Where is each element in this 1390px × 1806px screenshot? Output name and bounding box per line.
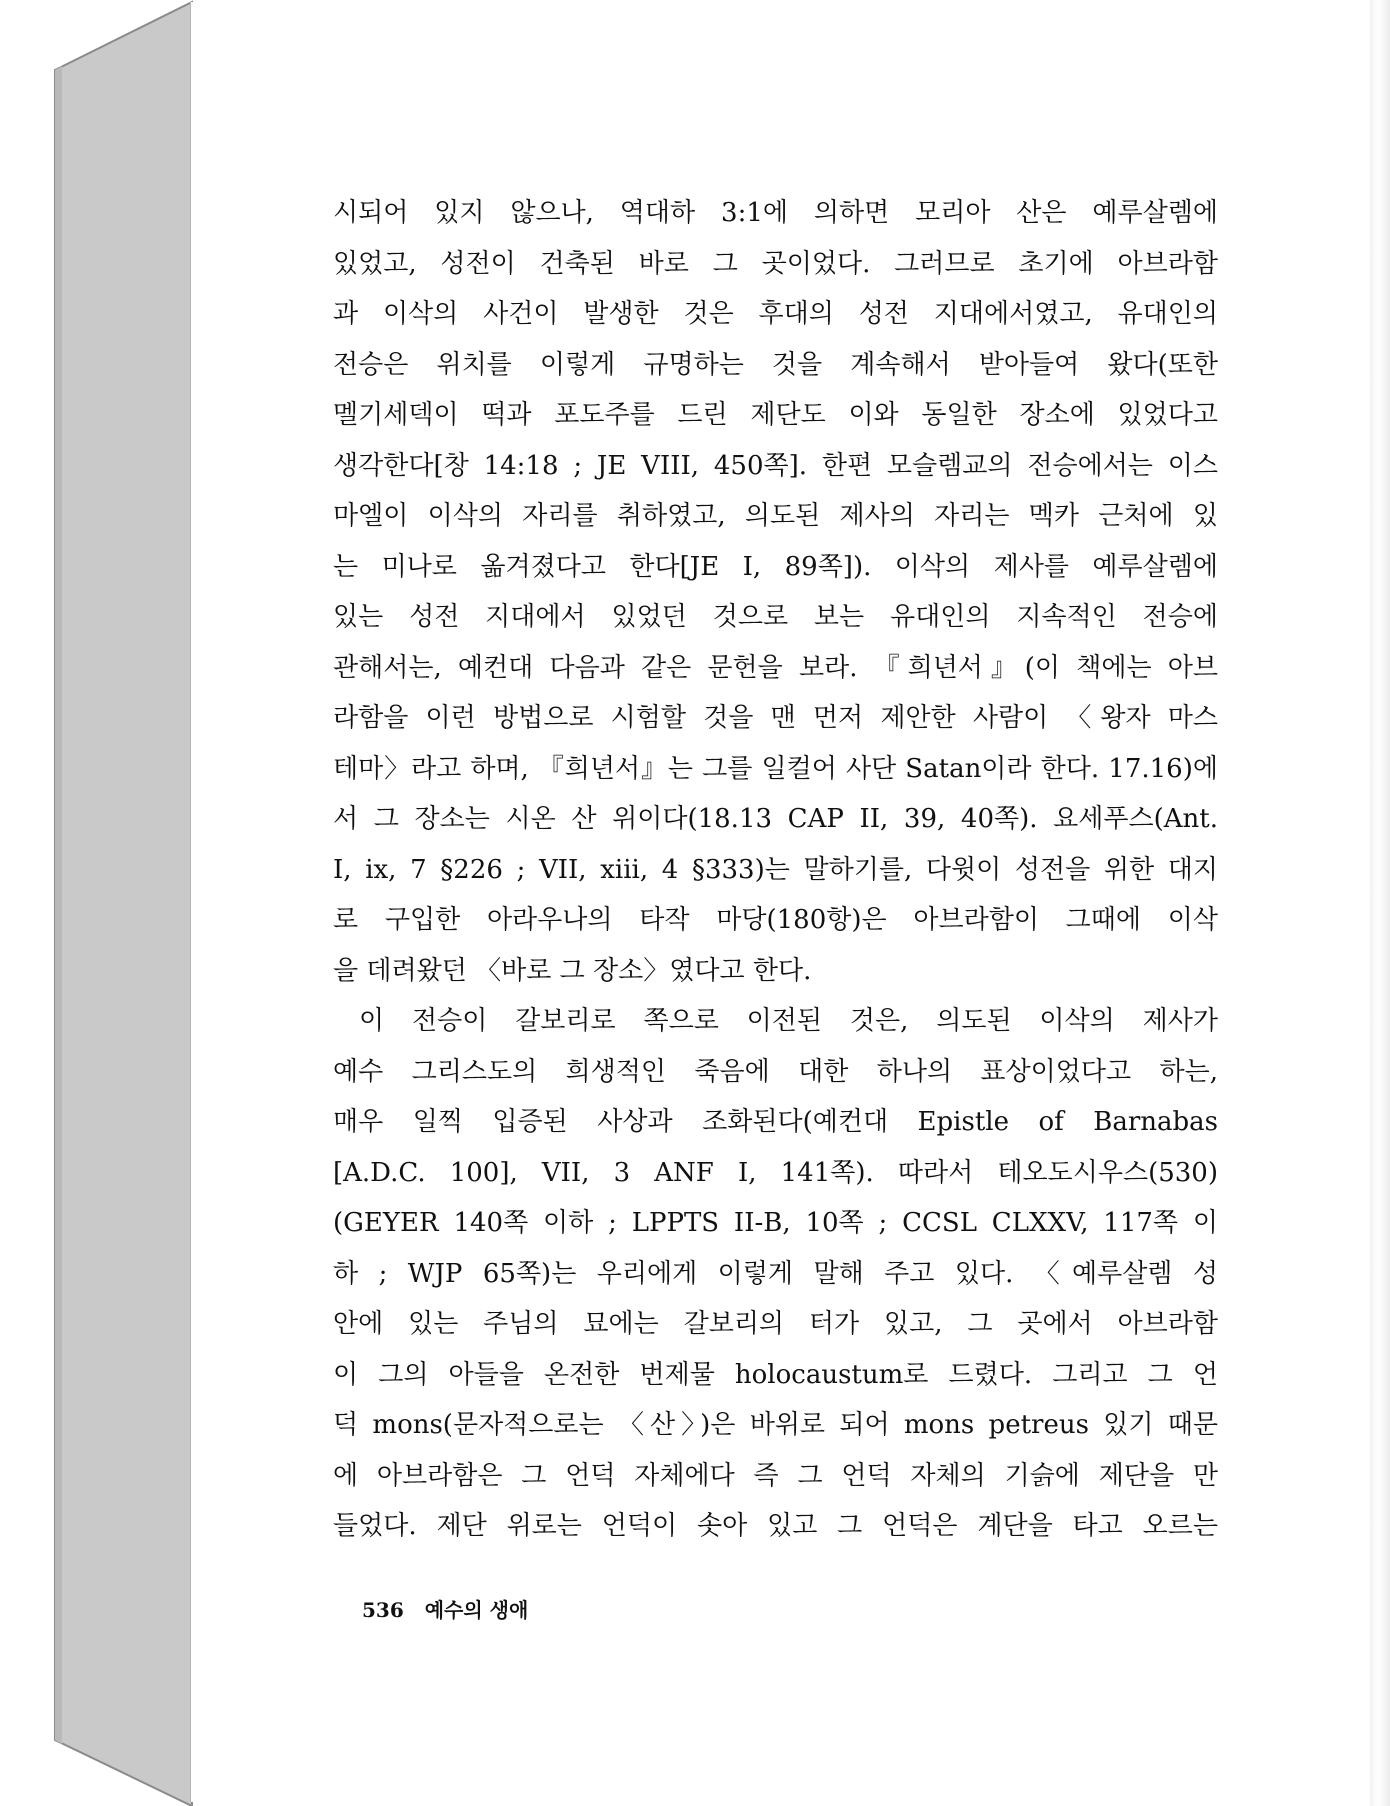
page-footer [362, 1594, 528, 1623]
book-spine-side [0, 0, 200, 1806]
running-title: 예수의 생애 [424, 1598, 529, 1622]
text-line: [A.D.C. 100], VII, 3 ANF I, 141쪽). 따라서 테오도시우스(530) [333, 1157, 1218, 1188]
text-line: 멜기세덱이 떡과 포도주를 드린 제단도 이와 동일한 장소에 있었다고 [333, 400, 1218, 430]
text-line: 마엘이 이삭의 자리를 취하였고, 의도된 제사의 자리는 멕카 근처에 있 [333, 501, 1218, 531]
text-line: 매우 일찍 입증된 사상과 조화된다(예컨대 Epistle of Barnabas [333, 1107, 1218, 1137]
text-line: 과 이삭의 사건이 발생한 것은 후대의 성전 지대에서였고, 유대인의 [333, 299, 1218, 329]
text-line: 시되어 있지 않으나, 역대하 3:1에 의하면 모리아 산은 예루살렘에 [333, 198, 1218, 228]
text-line: 덕 mons(문자적으로는 〈산〉)은 바위로 되어 mons petreus 있기 때문 [333, 1410, 1218, 1440]
text-line: 안에 있는 주님의 묘에는 갈보리의 터가 있고, 그 곳에서 아브라함 [333, 1309, 1218, 1339]
text-line: 에 아브라함은 그 언덕 자체에다 즉 그 언덕 자체의 기슭에 제단을 만 [333, 1460, 1218, 1491]
text-line: 전승은 위치를 이렇게 규명하는 것을 계속해서 받아들여 왔다(또한 [333, 349, 1218, 380]
page-body-text [333, 188, 1218, 1552]
text-line: 들었다. 제단 위로는 언덕이 솟아 있고 그 언덕은 계단을 타고 오르는 [333, 1511, 1218, 1541]
text-line: 을 데려왔던 〈바로 그 장소〉였다고 한다. [333, 955, 812, 986]
text-line: I, ix, 7 §226 ; VII, xiii, 4 §333)는 말하기를, 다윗이 성전을 위한 대지 [333, 854, 1218, 885]
text-line: 서 그 장소는 시온 산 위이다(18.13 CAP II, 39, 40쪽). 요세푸스(Ant. [333, 804, 1218, 834]
text-line: 예수 그리스도의 희생적인 죽음에 대한 하나의 표상이었다고 하는, [333, 1056, 1218, 1087]
text-line: 관해서는, 예컨대 다음과 같은 문헌을 보라. 『희년서』(이 책에는 아브 [333, 652, 1218, 683]
text-line: 로 구입한 아라우나의 타작 마당(180항)은 아브라함이 그때에 이삭 [333, 905, 1218, 935]
text-line: (GEYER 140쪽 이하 ; LPPTS II-B, 10쪽 ; CCSL CLXXV, 117쪽 이 [333, 1208, 1218, 1238]
text-line: 라함을 이런 방법으로 시험할 것을 맨 먼저 제안한 사람이 〈왕자 마스 [333, 703, 1218, 733]
text-line: 있었고, 성전이 건축된 바로 그 곳이었다. 그러므로 초기에 아브라함 [333, 248, 1218, 279]
text-line-paragraph-start: 이 전승이 갈보리로 쪽으로 이전된 것은, 의도된 이삭의 제사가 [359, 1006, 1218, 1036]
text-line: 있는 성전 지대에서 있었던 것으로 보는 유대인의 지속적인 전승에 [333, 602, 1218, 632]
text-line: 생각한다[창 14:18 ; JE VIII, 450쪽]. 한편 모슬렘교의 전승에서는 이스 [333, 450, 1218, 481]
text-line: 는 미나로 옮겨졌다고 한다[JE I, 89쪽]). 이삭의 제사를 예루살렘에 [333, 551, 1218, 582]
page-number: 536 [362, 1598, 404, 1622]
page-right-edge [1370, 0, 1390, 1806]
text-line: 이 그의 아들을 온전한 번제물 holocaustum로 드렸다. 그리고 그 언 [333, 1359, 1218, 1390]
book-page [190, 2, 1371, 1802]
text-line: 테마〉라고 하며, 『희년서』는 그를 일컬어 사단 Satan이라 한다. 17.16)에 [333, 753, 1218, 784]
text-line: 하 ; WJP 65쪽)는 우리에게 이렇게 말해 주고 있다. 〈예루살렘 성 [333, 1258, 1218, 1289]
